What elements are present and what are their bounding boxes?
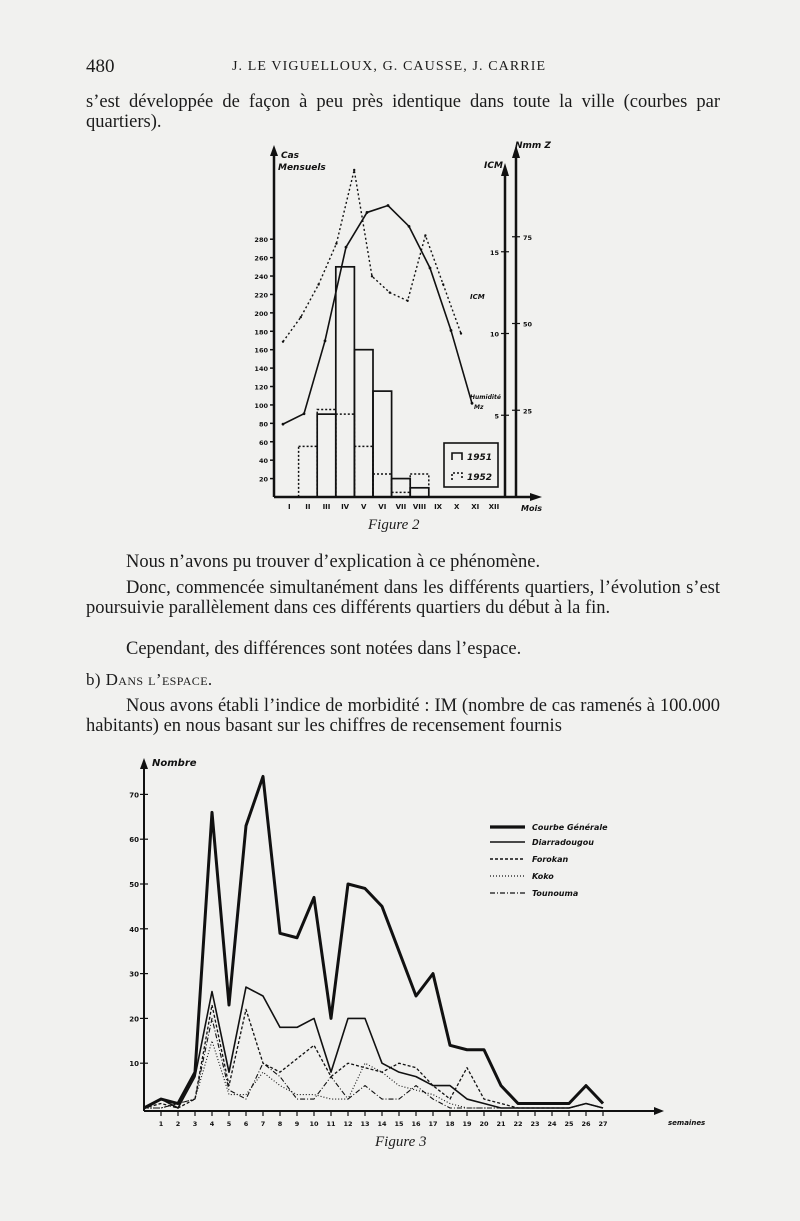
fig3-x-tick-label: 6 xyxy=(243,1120,249,1128)
fig2-right-axis-label: Nmm Z xyxy=(515,141,551,151)
fig2-x-tick-label: XII xyxy=(488,503,500,511)
fig3-line-Tounouma xyxy=(144,1018,603,1108)
fig3-x-tick-label: 10 xyxy=(309,1120,319,1128)
fig3-x-tick-label: 21 xyxy=(496,1120,506,1128)
fig2-x-tick-label: I xyxy=(287,503,291,511)
fig3-x-tick-label: 9 xyxy=(294,1120,300,1128)
fig3-y-tick-label: 50 xyxy=(129,881,139,889)
fig3-y-axis-label: Nombre xyxy=(152,758,197,769)
running-head: J. LE VIGUELLOUX, G. CAUSSE, J. CARRIE xyxy=(232,59,547,74)
fig2-x-tick-label: VI xyxy=(378,503,387,511)
section-heading-b-title: Dans l’espace. xyxy=(105,670,213,689)
paragraph-intro: s’est développée de façon à peu près identique dans toute la ville (courbes par quartiers). xyxy=(86,92,720,132)
fig2-x-tick-label: X xyxy=(453,503,460,511)
figure-2-caption: Figure 2 xyxy=(368,517,420,533)
fig3-x-tick-label: 8 xyxy=(277,1120,283,1128)
fig3-x-tick-label: 20 xyxy=(479,1120,489,1128)
fig3-y-tick-label: 70 xyxy=(129,791,139,800)
fig2-x-tick-label: IX xyxy=(434,503,443,511)
fig3-legend-label-generale: Courbe Générale xyxy=(532,823,608,832)
paragraph-donc: Donc, commencée simultanément dans les différents quartiers, l’évolution s’est poursuivie parallèlement dans ces différents quartiers du début à la fin. xyxy=(86,578,720,618)
fig3-x-tick-label: 18 xyxy=(445,1120,455,1128)
fig3-x-tick-label: 26 xyxy=(581,1120,591,1128)
fig3-x-axis-label: semaines xyxy=(668,1119,706,1127)
fig2-y-tick-label: 180 xyxy=(254,328,268,337)
fig2-humidity-tick-label: 75 xyxy=(523,233,533,242)
fig2-icm-curve-label: ICM xyxy=(470,293,485,301)
fig2-y-tick-label: 160 xyxy=(254,346,268,355)
fig2-y-tick-label: 220 xyxy=(254,291,268,300)
fig3-x-axis-arrow xyxy=(654,1107,664,1115)
fig3-legend-label-diarradougou: Diarradougou xyxy=(532,838,594,847)
fig2-x-axis-label: Mois xyxy=(521,504,542,513)
fig3-x-tick-label: 7 xyxy=(260,1120,266,1128)
fig2-y-tick-label: 280 xyxy=(254,236,268,245)
fig2-icm-axis-label: ICM xyxy=(484,161,503,171)
fig3-x-tick-label: 16 xyxy=(411,1120,421,1128)
fig2-y-tick-label: 260 xyxy=(254,254,268,263)
fig2-x-tick-label: IV xyxy=(341,503,350,511)
fig2-y-tick-label: 60 xyxy=(258,438,268,447)
section-heading-b-prefix: b) xyxy=(86,670,106,689)
fig3-legend-label-tounouma: Tounouma xyxy=(532,889,579,898)
paragraph-cependant: Cependant, des différences sont notées dans l’espace. xyxy=(126,639,522,659)
fig2-x-tick-label: III xyxy=(322,503,331,511)
fig3-x-tick-label: 24 xyxy=(547,1120,557,1128)
fig2-y-tick-label: 200 xyxy=(254,309,268,318)
fig3-x-tick-label: 27 xyxy=(598,1120,608,1128)
fig2-y-tick-label: 240 xyxy=(254,273,268,282)
fig3-line-Koko xyxy=(144,1041,603,1108)
fig3-x-tick-label: 25 xyxy=(564,1120,574,1128)
fig3-x-tick-label: 4 xyxy=(209,1120,215,1128)
fig3-x-tick-label: 1 xyxy=(158,1120,164,1128)
fig3-x-tick-label: 17 xyxy=(428,1120,438,1128)
fig2-y-tick-label: 40 xyxy=(258,457,268,466)
fig3-x-tick-label: 2 xyxy=(175,1120,181,1128)
fig2-x-tick-label: VII xyxy=(395,503,407,511)
fig2-y-tick-label: 100 xyxy=(254,401,268,410)
paragraph-no-explanation: Nous n’avons pu trouver d’explication à ce phénomène. xyxy=(126,552,541,572)
paragraph-indice-morbidite: Nous avons établi l’indice de morbidité : IM (nombre de cas ramenés à 100.000 habitants) en nous basant sur les chiffres de recensement fournis xyxy=(86,696,720,736)
fig3-x-tick-label: 14 xyxy=(377,1120,387,1128)
fig2-humidity-tick-label: 50 xyxy=(523,320,533,329)
fig3-x-tick-label: 15 xyxy=(394,1120,404,1128)
fig2-y-tick-label: 140 xyxy=(254,365,268,374)
fig2-humidity-curve-label-2: Mz xyxy=(474,404,484,411)
fig3-y-axis-arrow xyxy=(140,758,148,769)
fig2-x-tick-label: XI xyxy=(471,503,480,511)
fig2-x-tick-label: V xyxy=(360,503,367,511)
fig2-y-tick-label: 20 xyxy=(258,475,268,484)
fig3-x-tick-label: 23 xyxy=(530,1120,540,1128)
fig3-x-tick-label: 12 xyxy=(343,1120,353,1128)
fig2-legend-1952-label: 1952 xyxy=(467,473,493,483)
fig3-y-tick-label: 30 xyxy=(129,970,139,979)
fig2-icm-tick-label: 15 xyxy=(489,248,499,257)
fig3-legend-label-forokan: Forokan xyxy=(532,855,569,864)
fig3-x-tick-label: 3 xyxy=(192,1120,198,1128)
fig2-y-tick-label: 80 xyxy=(258,420,268,429)
page-number: 480 xyxy=(86,56,115,77)
fig3-y-tick-label: 60 xyxy=(129,836,139,845)
fig3-y-tick-label: 40 xyxy=(129,925,139,934)
fig3-line-Diarradougou xyxy=(144,987,603,1108)
fig3-x-tick-label: 19 xyxy=(462,1120,472,1128)
fig3-x-tick-label: 22 xyxy=(513,1120,523,1128)
fig2-left-axis-label-2: Mensuels xyxy=(278,163,326,173)
fig3-x-tick-label: 11 xyxy=(326,1120,336,1128)
fig3-y-tick-label: 10 xyxy=(129,1060,139,1069)
fig2-y-tick-label: 120 xyxy=(254,383,268,392)
fig3-x-tick-label: 5 xyxy=(226,1120,232,1128)
fig2-humidity-tick-label: 25 xyxy=(523,407,533,416)
fig3-y-tick-label: 20 xyxy=(129,1015,139,1024)
fig3-x-tick-label: 13 xyxy=(360,1120,370,1128)
fig2-icm-tick-label: 10 xyxy=(489,330,499,339)
fig2-left-axis-label-1: Cas xyxy=(281,151,300,161)
fig2-humidity-curve-label-1: Humidité xyxy=(470,394,501,401)
fig2-legend-1951-label: 1951 xyxy=(467,453,493,463)
fig2-x-tick-label: II xyxy=(305,503,311,511)
fig3-legend-label-koko: Koko xyxy=(532,872,554,881)
fig2-x-tick-label: VIII xyxy=(412,503,427,511)
figure-3-caption: Figure 3 xyxy=(375,1134,427,1150)
fig2-icm-tick-label: 5 xyxy=(494,412,499,421)
